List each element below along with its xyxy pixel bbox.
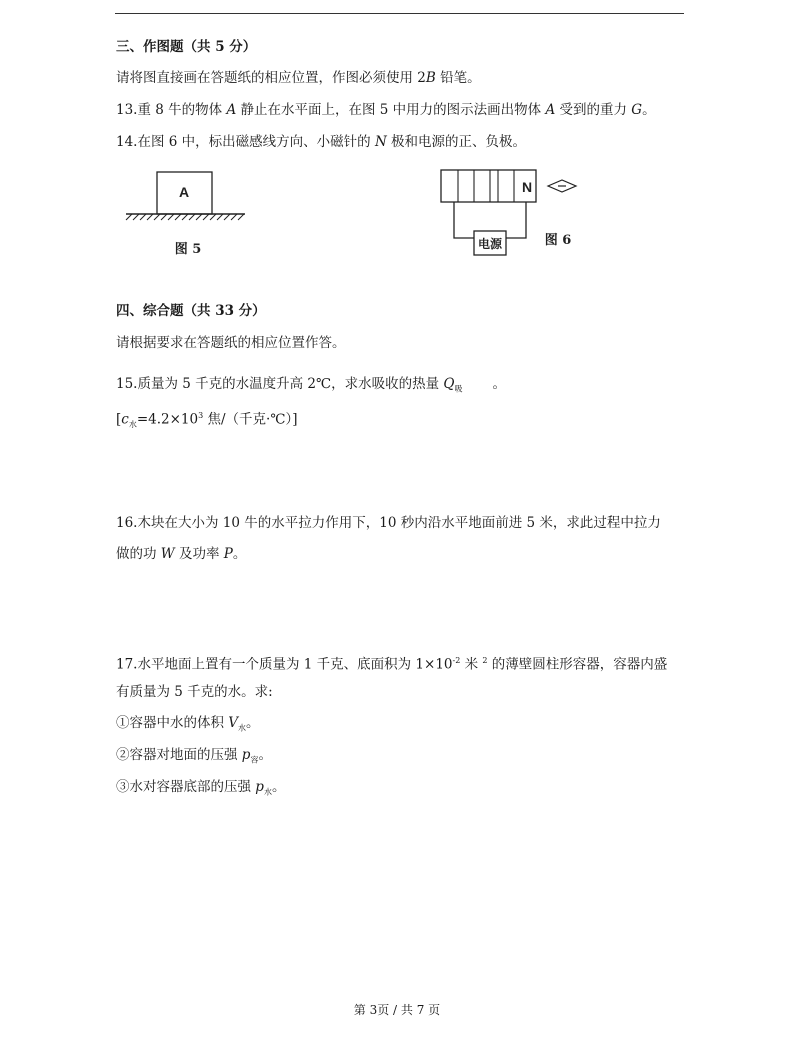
power-source-label: 电源 — [477, 237, 503, 251]
section3-instruction: 请将图直接画在答题纸的相应位置，作图必须使用 2B 铅笔。 — [116, 70, 481, 86]
question-17-line1: 17.水平地面上置有一个质量为 1 千克、底面积为 $1\times 10^{-2}$ 米 $^2$ 的薄壁圆柱形容器，容器内盛 — [116, 656, 668, 673]
question-16-line2: 做的功 W 及功率 P。 — [116, 546, 247, 562]
question-16-line1: 16.木块在大小为 10 牛的水平拉力作用下，10 秒内沿水平地面前进 5 米，求此过程中拉力 — [116, 515, 661, 531]
figure-5 — [118, 165, 258, 265]
question-15-line1: 15.质量为 5 千克的水温度升高 2℃，求水吸收的热量 $Q_吸$ 。 — [116, 376, 506, 394]
block-a-label: A — [178, 184, 190, 200]
question-17-item3: ③水对容器底部的压强 $p_水$。 — [116, 779, 286, 797]
question-14: 14.在图 6 中，标出磁感线方向、小磁针的 N 极和电源的正、负极。 — [116, 134, 527, 150]
section4-heading: 四、综合题（共 33 分） — [116, 303, 266, 319]
section4-instruction: 请根据要求在答题纸的相应位置作答。 — [116, 335, 346, 351]
figure-6 — [436, 165, 596, 265]
question-17-line2: 有质量为 5 千克的水。求: — [116, 684, 273, 700]
question-15-line2: [$c_水=4.2\times 10^3$ 焦/（千克·℃）] — [116, 411, 298, 430]
wire-left — [454, 202, 474, 238]
wire-right — [506, 202, 526, 238]
question-17-item2: ②容器对地面的压强 $p_容$。 — [116, 747, 272, 765]
figure-5-caption: 图 5 — [174, 242, 202, 257]
figure-6-caption: 图 6 — [544, 233, 572, 248]
ground-hatching — [126, 214, 244, 220]
page-footer: 第 3页 / 共 7 页 — [353, 1003, 441, 1017]
n-pole-label: N — [521, 179, 533, 195]
section3-heading: 三、作图题（共 5 分） — [116, 39, 257, 55]
coil-windings — [458, 170, 514, 202]
top-rule — [115, 13, 684, 14]
question-17-item1: ①容器中水的体积 $V_水$。 — [116, 715, 260, 733]
question-13: 13.重 8 牛的物体 A 静止在水平面上，在图 5 中用力的图示法画出物体 A 受到的重力 G。 — [116, 102, 656, 118]
